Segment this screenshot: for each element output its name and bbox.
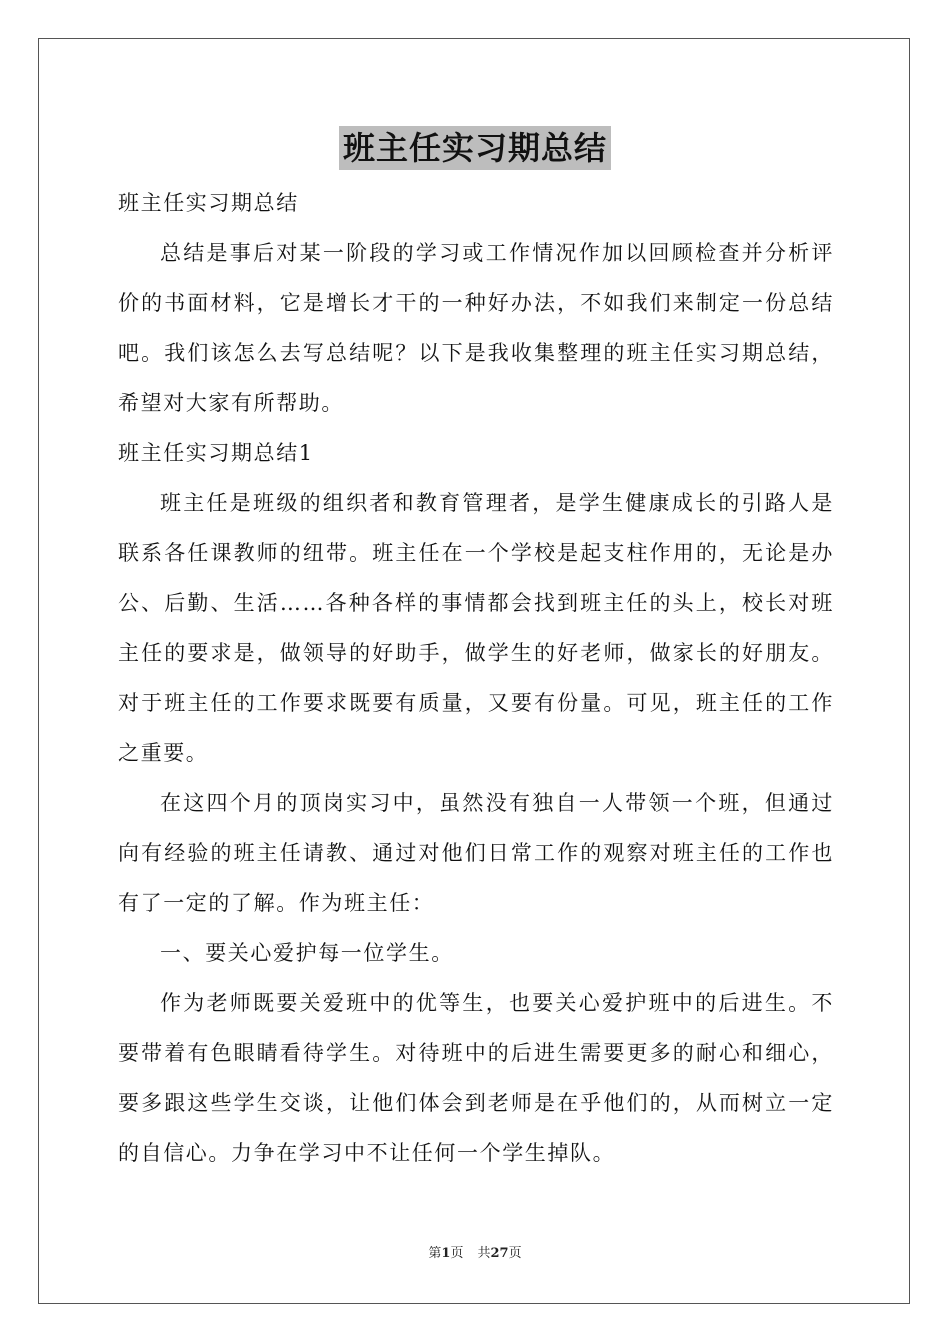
page-number: 1: [441, 1246, 451, 1261]
page-number-label: [428, 1246, 463, 1261]
section-heading: 班主任实习期总结1: [118, 441, 314, 465]
title-container: [0, 126, 950, 170]
body-paragraph: 班主任是班级的组织者和教育管理者，是学生健康成长的引路人是联系各任课教师的纽带。班主任在一个学校是起支柱作用的，无论是办公、后勤、生活……各种各样的事情都会找到班主任的头上，校长对班主任的要求是，做领导的好助手，做学生的好老师，做家长的好朋友。对于班主任的工作要求既要有质量，又要有份量。可见，班主任的工作之重要。: [118, 491, 834, 765]
intro-paragraph: 总结是事后对某一阶段的学习或工作情况作加以回顾检查并分析评价的书面材料，它是增长才干的一种好办法，不如我们来制定一份总结吧。我们该怎么去写总结呢？以下是我收集整理的班主任实习期总结，希望对大家有所帮助。: [118, 241, 834, 415]
document-subtitle: 班主任实习期总结: [118, 191, 299, 215]
total-prefix: 共: [477, 1246, 491, 1261]
page-footer: [0, 1245, 950, 1263]
body-paragraph: 在这四个月的顶岗实习中，虽然没有独自一人带领一个班，但通过向有经验的班主任请教、通过对他们日常工作的观察对班主任的工作也有了一定的了解。作为班主任：: [118, 791, 834, 915]
document-title: 班主任实习期总结: [339, 126, 611, 170]
list-heading: 一、要关心爱护每一位学生。: [160, 941, 454, 965]
page-suffix: 页: [450, 1246, 464, 1261]
total-pages-label: [477, 1246, 521, 1261]
total-suffix: 页: [508, 1246, 522, 1261]
total-pages: 27: [490, 1246, 509, 1261]
body-paragraph: 作为老师既要关爱班中的优等生，也要关心爱护班中的后进生。不要带着有色眼睛看待学生。对待班中的后进生需要更多的耐心和细心，要多跟这些学生交谈，让他们体会到老师是在乎他们的，从而树立一定的自信心。力争在学习中不让任何一个学生掉队。: [118, 991, 834, 1165]
page-prefix: 第: [428, 1246, 442, 1261]
document-body: [118, 178, 834, 1178]
